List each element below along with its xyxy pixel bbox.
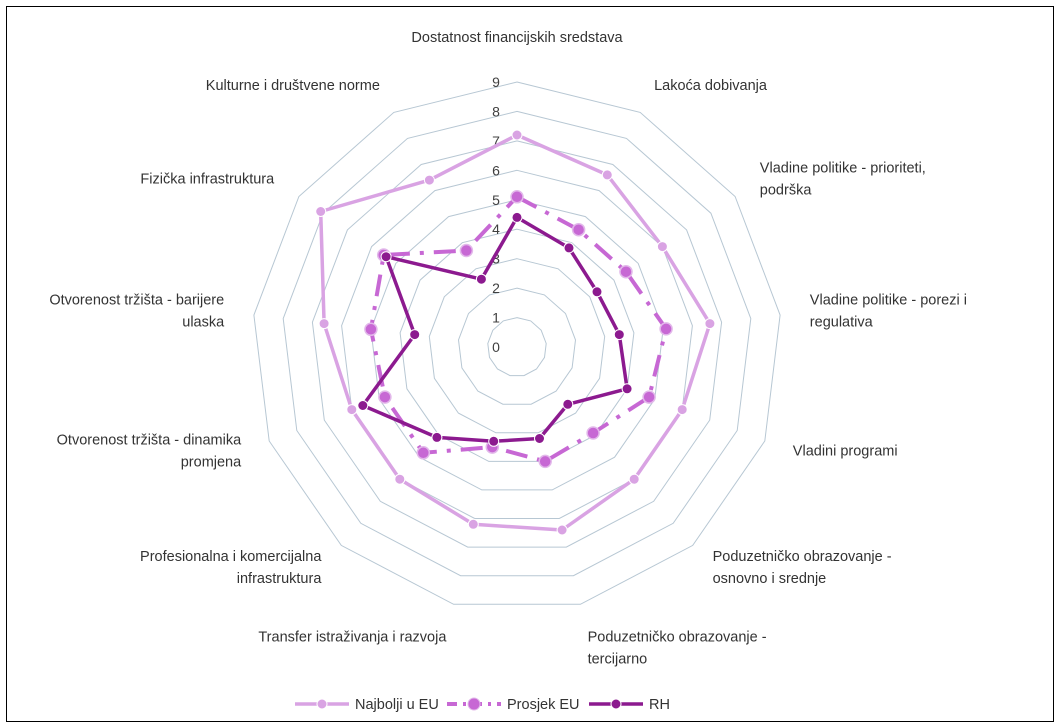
- legend-label: Prosjek EU: [507, 697, 580, 713]
- tick-label: 2: [492, 280, 500, 297]
- category-label-6: [713, 549, 892, 587]
- chart-frame: [6, 6, 1054, 722]
- category-label-line: Dostatnost financijskih sredstava: [411, 30, 623, 46]
- tick-label: 0: [492, 339, 500, 355]
- category-label-line: ulaska: [182, 314, 225, 331]
- data-point: [358, 401, 368, 411]
- data-point: [316, 207, 326, 217]
- data-point: [511, 191, 523, 203]
- data-point: [602, 170, 612, 180]
- data-point: [476, 274, 486, 284]
- category-label-line: osnovno i srednje: [712, 570, 827, 587]
- data-point: [592, 287, 602, 297]
- category-label-line: infrastruktura: [236, 570, 322, 587]
- tick-label: 6: [492, 162, 500, 179]
- data-point: [347, 405, 357, 415]
- data-point: [319, 319, 329, 329]
- series-line: [371, 197, 666, 462]
- tick-label: 3: [492, 250, 500, 267]
- category-label-line: regulativa: [809, 314, 873, 331]
- data-point: [557, 525, 567, 535]
- category-label-line: Lakoća dobivanja: [654, 77, 767, 94]
- category-label-2: [654, 78, 768, 94]
- series-rh: [358, 212, 632, 446]
- legend-swatch-marker: [317, 699, 327, 709]
- data-point: [622, 384, 632, 394]
- tick-label: 9: [492, 74, 500, 90]
- category-label-line: promjena: [180, 454, 242, 471]
- grid-ring-3: [429, 259, 604, 433]
- legend: [295, 697, 670, 713]
- data-point: [564, 243, 574, 253]
- grid-ring-4: [400, 229, 634, 461]
- category-label-line: Profesionalna i komercijalna: [140, 548, 322, 565]
- legend-swatch-marker: [611, 699, 621, 709]
- data-point: [677, 405, 687, 415]
- category-label-line: Kulturne i društvene norme: [205, 77, 380, 94]
- data-point: [424, 175, 434, 185]
- data-series: [316, 130, 715, 535]
- category-label-line: Otvorenost tržišta - barijere: [49, 292, 225, 309]
- data-point: [563, 399, 573, 409]
- data-point: [365, 323, 377, 335]
- tick-label: 5: [492, 191, 500, 208]
- data-point: [573, 224, 585, 236]
- category-label-7: [588, 629, 767, 667]
- data-point: [489, 436, 499, 446]
- category-label-10: [57, 433, 242, 471]
- legend-label: RH: [649, 697, 670, 713]
- category-label-13: [206, 78, 380, 94]
- category-label-line: Poduzetničko obrazovanje -: [712, 548, 892, 565]
- grid-ring-8: [283, 111, 751, 575]
- category-label-4: [810, 292, 967, 330]
- category-label-8: [258, 629, 447, 645]
- legend-swatch-marker: [468, 698, 480, 710]
- category-label-5: [793, 444, 898, 460]
- category-label-line: Poduzetničko obrazovanje -: [587, 629, 767, 646]
- category-label-9: [140, 549, 322, 587]
- data-point: [417, 447, 429, 459]
- data-point: [512, 212, 522, 222]
- tick-label: 8: [492, 103, 500, 120]
- data-point: [410, 330, 420, 340]
- data-point: [705, 319, 715, 329]
- data-point: [614, 330, 624, 340]
- data-point: [535, 434, 545, 444]
- legend-item-2: [447, 697, 580, 713]
- category-label-line: Transfer istraživanja i razvoja: [258, 629, 447, 646]
- data-point: [432, 432, 442, 442]
- data-point: [657, 242, 667, 252]
- legend-item-1: [295, 697, 439, 713]
- data-point: [468, 519, 478, 529]
- data-point: [381, 252, 391, 262]
- category-labels: [49, 30, 967, 667]
- legend-label: Najbolji u EU: [355, 697, 439, 713]
- data-point: [660, 323, 672, 335]
- category-label-line: podrška: [759, 182, 812, 199]
- radar-chart: [7, 7, 1055, 717]
- category-label-11: [49, 292, 225, 330]
- data-point: [512, 130, 522, 140]
- data-point: [620, 266, 632, 278]
- legend-item-3: [589, 697, 670, 713]
- data-point: [460, 245, 472, 257]
- tick-label: 7: [492, 132, 500, 149]
- category-label-line: Vladini programi: [792, 443, 898, 460]
- tick-label: 4: [492, 221, 500, 238]
- category-label-line: Vladine politike - porezi i: [809, 292, 967, 309]
- category-label-line: Fizička infrastruktura: [140, 171, 275, 188]
- grid-ring-2: [459, 288, 576, 404]
- data-point: [643, 391, 655, 403]
- data-point: [629, 474, 639, 484]
- category-label-line: Otvorenost tržišta - dinamika: [56, 432, 242, 449]
- tick-label: 1: [492, 309, 500, 326]
- data-point: [379, 391, 391, 403]
- category-label-12: [140, 171, 275, 187]
- data-point: [587, 427, 599, 439]
- category-label-line: tercijarno: [587, 651, 648, 668]
- category-label-line: Vladine politike - prioriteti,: [759, 160, 926, 177]
- category-label-1: [411, 30, 623, 46]
- data-point: [395, 474, 405, 484]
- category-label-3: [760, 160, 926, 198]
- data-point: [539, 455, 551, 467]
